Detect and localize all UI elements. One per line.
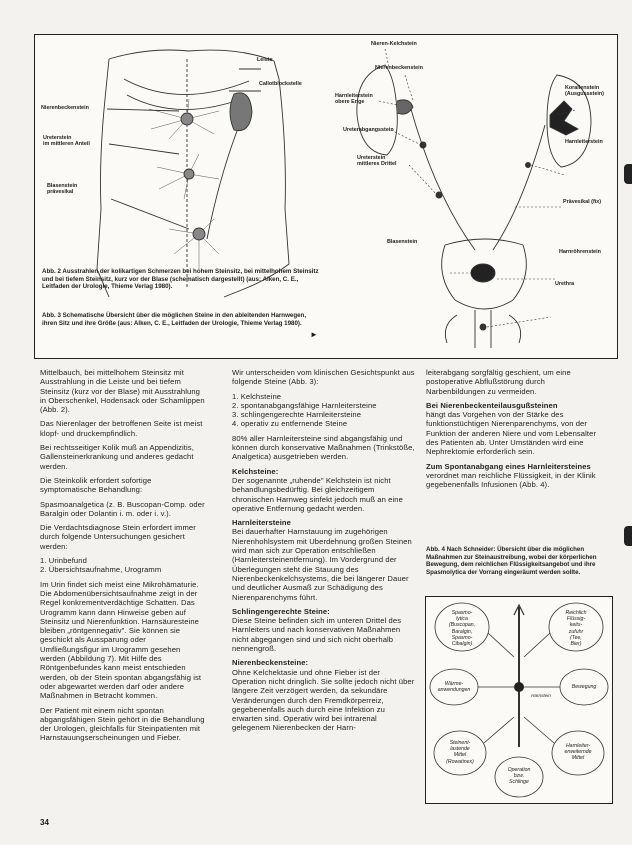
edge-tab-marker	[624, 526, 632, 546]
paragraph: 80% aller Harnleitersteine sind abgangsfähig und können durch konservative Maßnahmen (Trinkstöße, Analgetica) ausgetrieben werden.	[232, 433, 415, 462]
list-item: 2. Übersichtsaufnahme, Urogramm	[40, 565, 162, 575]
page-number: 34	[40, 818, 49, 827]
section-heading: Harnleitersteine	[232, 518, 291, 528]
label-r-l: Urethra	[555, 281, 575, 287]
node-stone-relief: Steinent- lastende Mittel (Rowatinex)	[446, 740, 474, 765]
list-item: 4. operativ zu entfernende Steine	[232, 419, 348, 429]
section-heading: Bei Nierenbeckenteilausgußsteinen	[426, 400, 558, 410]
label-r-i: Prävesikal (fix)	[563, 199, 602, 205]
paragraph: Der Patient mit einem nicht spontan abgangsfähigen Stein gehört in die Behandlung der Urologen, gleichfalls für Steinpatienten mit Harnstauungserscheinungen und Fieber.	[40, 705, 205, 743]
label-leiste: Leiste	[257, 57, 273, 63]
numbered-list	[40, 556, 206, 575]
section-heading: Schlingengerechte Steine:	[232, 606, 330, 616]
label-r-j: Blasenstein	[387, 239, 418, 245]
section-heading: Kelchsteine:	[232, 466, 279, 476]
list-item: 2. spontanabgangsfähige Harnleitersteine	[232, 400, 377, 410]
section-heading: Zum Spontanabgang eines Harnleitersteines	[426, 461, 591, 471]
text-column-1	[40, 368, 206, 748]
node-spasmolytica: Spasmo- lytica (Buscopan, Baralgin, Spasmo- Cibalgin)	[448, 610, 476, 648]
section-heading: Nierenbeckensteine:	[232, 658, 309, 668]
label-r-b: Nierenbeckenstein	[375, 65, 423, 71]
paragraph: Mittelbauch, bei mittelhohem Steinsitz mit Ausstrahlung in die Leiste und bei tiefem Steinsitz (kurz vor der Blase) mit Ausstrahlung in Oberschenkel, Hodensack oder Schamlippen (Abb. 2).	[40, 368, 205, 415]
label-r-c: Harnleiterstein obere Enge	[335, 93, 373, 105]
node-movement: Bewegung	[571, 684, 597, 690]
label-r-a: Nieren-Kelchstein	[371, 41, 417, 47]
list-item: 3. schlingengerechte Harnleitersteine	[232, 410, 362, 420]
paragraph: leiterabgang sorgfältig geschient, um eine postoperative Abflußstörung durch Narbenbildungen zu vermeiden.	[426, 368, 571, 396]
list-item: 1. Kelchsteine	[232, 391, 282, 401]
paragraph: Das Nierenlager der betroffenen Seite ist meist klopf- und druckempfindlich.	[40, 419, 203, 438]
node-warmth: Wärme- anwendungen	[437, 681, 471, 694]
urinary-tract-diagram	[325, 35, 617, 357]
paragraph: Im Urin findet sich meist eine Mikrohämaturie. Die Abdomenübersichtsaufnahme zeigt in der Regel konkrementverdächtige Schatten. Das Urogramm kann dann Hinweise geben auf Steinsitz und Nierenfunktion. Harnsäuresteine bleiben „röntgennegativ". Sie können sie geschickt als Aussparung oder Umfließungsfigur im Urogramm gesehen werden (Abbildung 7). Mit Hilfe des Röntgenbefundes kann meist entschieden werden, ob der Stein spontan abgangsfähig ist oder abgewartet werden darf oder andere Maßnahmen in Betracht kommen.	[40, 579, 202, 701]
numbered-list	[232, 392, 416, 429]
paragraph: Die Steinkolik erfordert sofortige symptomatische Behandlung:	[40, 475, 152, 495]
paragraph: Ohne Kelchektasie und ohne Fieber ist der Operation nicht dringlich. Sie sollte jedoch nicht über längere Zeit verzögert werden, da sekundäre Veränderungen durch den Fremdkörperreiz, gegebenenfalls auch durch eine Infektion zu erwarten sind. Operativ wird bei intrarenal gelegenem Nierenbecken der Harn-	[232, 667, 415, 733]
label-nierenbecken: Nierenbeckenstein	[41, 105, 89, 111]
paragraph: Der sogenannte „ruhende" Kelchstein ist nicht behandlungsbedürftig. Bei gleichzeitigem chronischen Harnweg sinfekt jedoch muß an eine operative Entfernung gedacht werden.	[232, 475, 403, 513]
caption-abb4: Abb. 4 Nach Schneider: Übersicht über die möglichen Maßnahmen zur Steinaustreibung, wobei der körperlichen Bewegung, dem reichlichen Flüssigkeitsangebot und ihre Spasmolytica der Vorrang eingeräumt werden sollte.	[426, 546, 597, 576]
paragraph: Die Verdachtsdiagnose Stein erfordert immer durch folgende Untersuchungen gesichert werden:	[40, 523, 196, 551]
label-r-h: Harnleiterstein	[565, 139, 603, 145]
label-callotblock: Callotblockstelle	[259, 81, 302, 87]
node-fluids: Reichlich Flüssig- keits- zufuhr (Tee, Bier)	[565, 610, 587, 648]
paragraph: Bei dauerhafter Harnstauung im zugehörigen Nierenhohlsystem mit Uberdehnung großen Steinen wird man sich zur Operation entschließen (Harnleitersteinentfernung). Im Vordergrund der Überlegungen steht die Stauung des Nierenbeckenkelchsystems, die bei längerer Dauer und deutlicher Ausmaß zur Schädigung des Nierenparenchyms führt.	[232, 527, 412, 602]
edge-tab-marker	[624, 164, 632, 184]
treatment-diagram	[425, 596, 613, 804]
list-item: 1. Urinbefund	[40, 556, 87, 566]
node-center: Harnstein	[531, 693, 551, 698]
paragraph: Diese Steine befinden sich im unteren Drittel des Harnleiters und nach konservativen Maßnahmen nicht abgegangen sind und sich nicht oberhalb nennengroß.	[232, 616, 402, 654]
text-column-2	[232, 368, 416, 738]
paragraph: verordnet man reichliche Flüssigkeit, in der Klinik gegebenenfalls Infusionen (Abb. 4).	[426, 470, 596, 490]
label-r-e: Ureterstein mittleres Drittel	[357, 155, 397, 167]
text-column-3	[426, 368, 604, 495]
body-pain-diagram	[39, 39, 339, 299]
label-ureter: Ureterstein im mittleren Anteil	[43, 135, 90, 147]
paragraph: Wir unterscheiden vom klinischen Gesichtspunkt aus folgende Steine (Abb. 3):	[232, 368, 415, 387]
label-r-d: Ureterabgangsstein	[343, 127, 394, 133]
caption-abb2: Abb. 2 Ausstrahlen der kolikartigen Schmerzen bei hohem Steinsitz, bei mittelhohem Steinsitz und bei tiefem Steinsitz, kurz vor der Blase (schematisch dargestellt) (aus: Alken, C. E., Leitfaden der Urologie, Thieme Verlag 1980).	[42, 268, 319, 291]
paragraph: Spasmoanalgetica (z. B. Buscopan-Comp. oder Baralgin oder Dolantin i. m. oder i. v.).	[40, 499, 205, 518]
figure-frame	[34, 34, 618, 359]
continue-arrow: ►	[310, 330, 318, 339]
label-r-k: Harnröhrenstein	[559, 249, 601, 255]
node-ureter-widening: Harnleiter- erweiternde Mittel	[564, 743, 592, 762]
paragraph: Bei rechtsseitiger Kolik muß an Appendizitis, Gallensteinerkrankung und anderes gedacht werden.	[40, 443, 194, 471]
paragraph: hängt das Vorgehen von der Stärke des funktionstüchtigen Nierenparenchyms, von der Funktion der anderen Niere und vom Lebensalter des Patienten ab. Unter Umständen wird eine Nephrektomie erforderlich sein.	[426, 410, 597, 457]
label-r-g: Korallenstein (Ausgussstein)	[565, 85, 604, 97]
node-operation: Operation bzw. Schlinge	[507, 767, 531, 786]
caption-abb3: Abb. 3 Schematische Übersicht über die möglichen Steine in den ableitenden Harnwegen, ihren Sitz und ihre Größe (aus: Alken, C. E., Leitfaden der Urologie, Thieme Verlag 1980).	[42, 312, 307, 327]
label-blase: Blasenstein prävesikal	[47, 183, 78, 195]
